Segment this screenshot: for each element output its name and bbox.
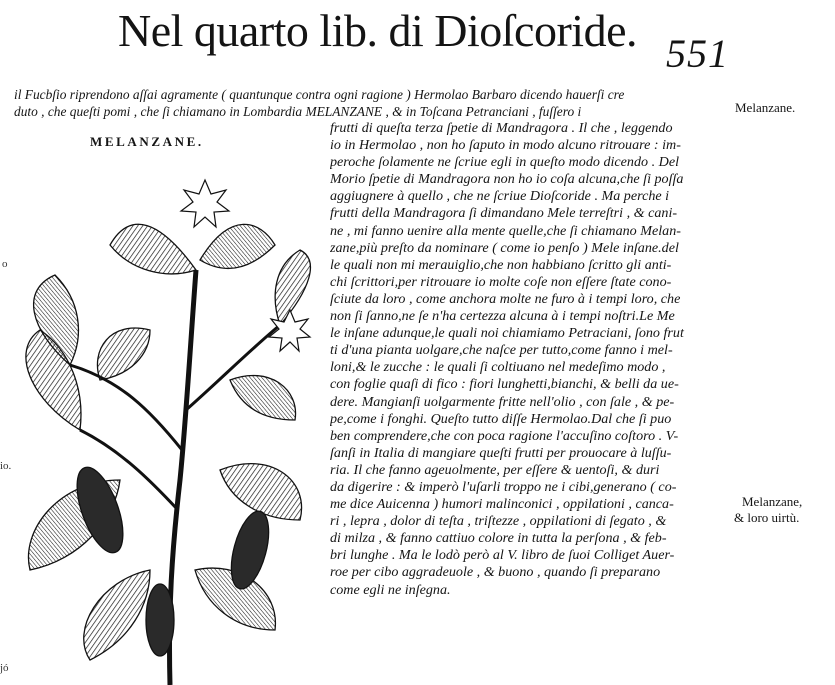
running-header-title: Nel quarto lib. di Dioſcoride. <box>118 5 637 56</box>
body-line: loni,& le zucche : le quali ſi coltiuano nel medeſimo modo , <box>330 359 666 376</box>
body-line: ti d'una pianta uolgare,che naſce per tutto,come fanno i mel- <box>330 342 673 359</box>
body-line: come egli ne inſegna. <box>330 581 451 598</box>
body-line: roe per cibo aggradeuole , & buono , quando ſi preparano <box>330 564 661 581</box>
body-line: ria. Il che fanno ageuolmente, per eſſere & uentoſi, & duri <box>330 461 660 478</box>
body-line: dere. Mangianſi uolgarmente fritte nell'olio , con ſale , & pe- <box>330 393 675 410</box>
body-line: io in Hermolao , non ho ſaputo in modo alcuno ritrouare : im- <box>330 137 681 154</box>
body-line: le inſane adunque,le quali noi chiamiamo Petraciani, ſono frut <box>330 325 684 342</box>
page-number: 551 <box>666 31 729 76</box>
body-line: aggiugnere à quello , che ne ſcriue Dioſcoride . Ma perche i <box>330 188 670 205</box>
body-line: frutti di queſta terza ſpetie di Mandragora . Il che , leggendo <box>330 120 673 136</box>
body-line: pe,come i fonghi. Queſto tutto diſſe Hermolao.Dal che ſi puo <box>330 410 672 427</box>
body-line: di milza , & fanno cattiuo colore in tutta la perſona , & feb- <box>330 530 667 547</box>
body-line: con foglie quaſi di fico : fiori lunghetti,bianchi, & belli da ue- <box>330 376 679 393</box>
body-line: ben comprendere,che con poca ragione l'accuſino coſtoro . V- <box>330 427 679 444</box>
body-line: ſanſi in Italia di mangiare queſti frutti per prouocare à luſſu- <box>330 444 672 461</box>
margin-note-melanzane-virtues-1: Melanzane, <box>742 494 803 509</box>
body-line: peroche ſolamente ne ſcriue egli in queſto modo dicendo . Del <box>330 154 679 171</box>
body-line: zane,più preſto da nominare ( come io penſo ) Mele inſane.del <box>330 239 679 256</box>
edge-mark: o <box>2 258 8 270</box>
top-text-line-1: il Fucbſio riprendono aſſai agramente ( quantunque contra ogni ragione ) Hermolao Barbaro dicendo hauerſi cre <box>14 87 625 102</box>
body-line: ri , lepra , dolor di teſta , triſtezze , oppilationi di ſegato , & <box>330 513 667 530</box>
body-line: da digerire : & imperò l'uſarli troppo ne i cibi,generano ( co- <box>330 478 677 495</box>
margin-note-melanzane-virtues-2: & loro uirtù. <box>734 510 800 525</box>
eggplant-woodcut-illustration <box>0 150 325 685</box>
body-line: le quali non mi merauiglio,che non habbiano ſcritto gli anti- <box>330 256 672 273</box>
edge-mark: io. <box>0 460 12 472</box>
body-line: chi ſcrittori,per ritrouare io molte coſe non eſſere ſtate cono- <box>330 273 672 290</box>
body-line: ne , mi fanno uenire alla mente quelle,che ſi chiamano Melan- <box>330 222 681 239</box>
body-line: frutti della Mandragora ſi dimandano Mele terreſtri , & cani- <box>330 205 678 222</box>
figure-caption: MELANZANE. <box>90 134 204 149</box>
body-line: ſciute da loro , come anchora molte ne furo à i tempi loro, che <box>330 290 681 307</box>
body-line: me dice Auicenna ) humori malinconici , oppilationi , canca- <box>330 496 674 513</box>
body-line: bri lunghe . Ma le lodò però al V. libro de ſuoi Colliget Auer- <box>330 547 675 564</box>
edge-mark: jó <box>0 662 9 674</box>
body-text-column <box>330 120 725 599</box>
margin-note-melanzane: Melanzane. <box>735 100 796 115</box>
body-line: non ſi ſanno,ne ſe n'ha certezza alcuna à i tempi noſtri.Le Me <box>330 308 675 325</box>
body-line: Morio ſpetie di Mandragora non ho io coſa alcuna,che ſi poſſa <box>330 171 684 188</box>
top-text-line-2: duto , che queſti pomi , che ſi chiamano in Lombardia MELANZANE , & in Toſcana Petranciani , fuſſero i <box>14 104 582 119</box>
